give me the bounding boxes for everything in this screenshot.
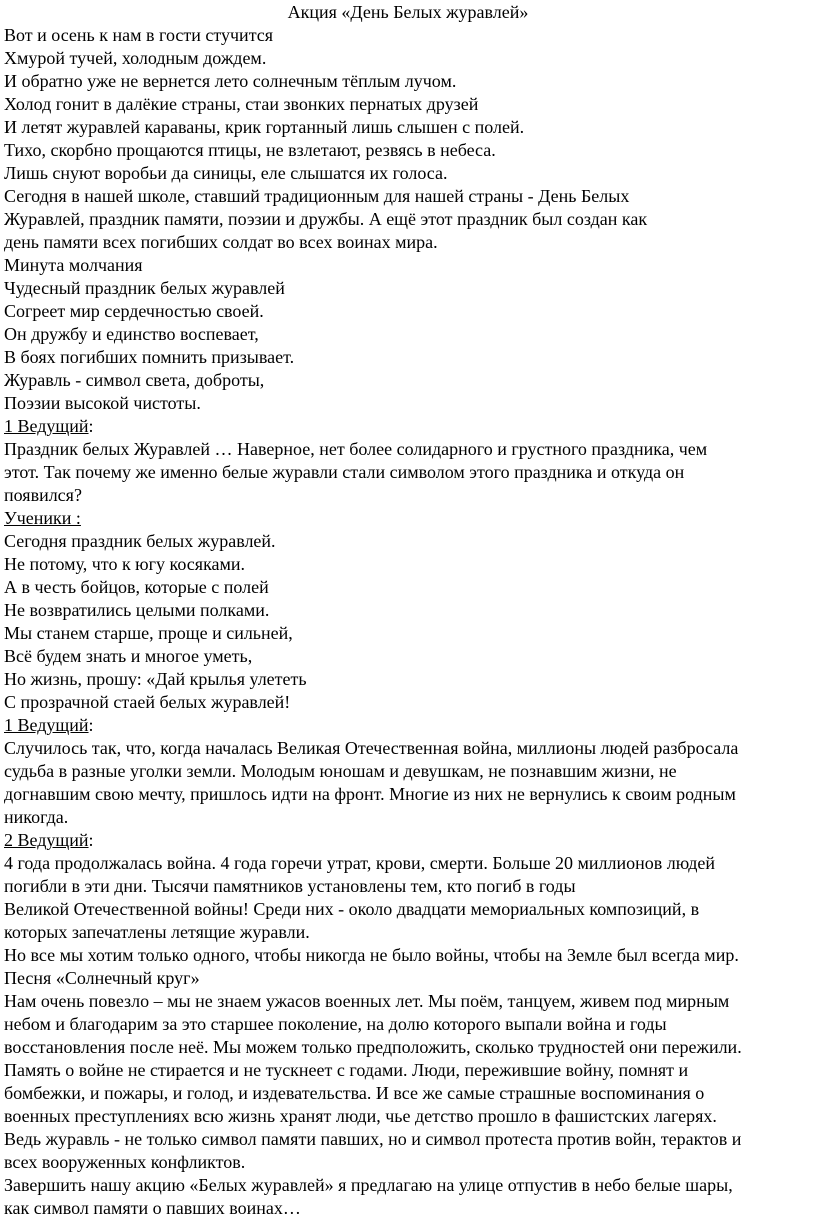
paragraph-line: этот. Так почему же именно белые журавли стали символом этого праздника и откуда он	[4, 462, 685, 482]
intro-paragraph-line: Журавлей, праздник памяти, поэзии и дружбы. А ещё этот праздник был создан как	[4, 209, 648, 229]
poem-line: Вот и осень к нам в гости стучится	[4, 25, 274, 45]
paragraph-line: догнавшим свою мечту, пришлось идти на фронт. Многие из них не вернулись к своим родным	[4, 784, 736, 804]
paragraph-line: Но все мы хотим только одного, чтобы никогда не было войны, чтобы на Земле был всегда мир.	[4, 945, 739, 965]
speaker-label: 1 Ведущий	[4, 715, 89, 735]
paragraph-line: 4 года продолжалась война. 4 года горечи утрат, крови, смерти. Больше 20 миллионов людей	[4, 853, 716, 873]
speaker-label: 2 Ведущий	[4, 830, 89, 850]
poem-line: Не возвратились целыми полками.	[4, 600, 270, 620]
poem-line: Не потому, что к югу косяками.	[4, 554, 246, 574]
paragraph-line: Завершить нашу акцию «Белых журавлей» я предлагаю на улице отпустив в небо белые шары,	[4, 1175, 733, 1195]
poem-line: Сегодня праздник белых журавлей.	[4, 531, 276, 551]
paragraph-line: никогда.	[4, 807, 69, 827]
poem-line: Хмурой тучей, холодным дождем.	[4, 48, 267, 68]
paragraph-line: Ведь журавль - не только символ памяти павших, но и символ протеста против войн, терактов и	[4, 1129, 742, 1149]
paragraph-line: как символ памяти о павших воинах…	[4, 1198, 301, 1218]
intro-paragraph-line: день памяти всех погибших солдат во всех воинах мира.	[4, 232, 438, 252]
poem-line: Он дружбу и единство воспевает,	[4, 324, 259, 344]
paragraph-line: которых запечатлены летящие журавли.	[4, 922, 310, 942]
poem-line: Лишь снуют воробьи да синицы, еле слышатся их голоса.	[4, 163, 448, 183]
paragraph-line: небом и благодарим за это старшее поколение, на долю которого выпали война и годы	[4, 1014, 667, 1034]
paragraph-line: Случилось так, что, когда началась Великая Отечественная война, миллионы людей разбросала	[4, 738, 739, 758]
paragraph-line: всех вооруженных конфликтов.	[4, 1152, 246, 1172]
paragraph-line: Великой Отечественной войны! Среди них - около двадцати мемориальных композиций, в	[4, 899, 700, 919]
poem-line: Но жизнь, прошу: «Дай крылья улететь	[4, 669, 307, 689]
poem-line: В боях погибших помнить призывает.	[4, 347, 295, 367]
speaker-heading	[4, 507, 816, 530]
poem-line: Всё будем знать и многое уметь,	[4, 646, 253, 666]
paragraph-line: военных преступлениях всю жизнь хранят люди, чье детство прошло в фашистских лагерях.	[4, 1106, 717, 1126]
speaker-heading: 1 Ведущий:	[4, 715, 94, 735]
paragraph-line: судьба в разные уголки земли. Молодым юношам и девушкам, не познавшим жизни, не	[4, 761, 677, 781]
poem-line: Согреет мир сердечностью своей.	[4, 301, 264, 321]
poem-line: Мы станем старше, проще и сильней,	[4, 623, 293, 643]
students-label: Ученики :	[4, 508, 81, 528]
intro-paragraph-line: Сегодня в нашей школе, ставший традиционным для нашей страны - День Белых	[4, 186, 630, 206]
minute-of-silence: Минута молчания	[4, 255, 143, 275]
speaker-label: 1 Ведущий	[4, 416, 89, 436]
speaker-heading: 2 Ведущий:	[4, 830, 94, 850]
paragraph-line: восстановления после неё. Мы можем только предположить, сколько трудностей они пережили.	[4, 1037, 742, 1057]
poem-line: Поэзии высокой чистоты.	[4, 393, 201, 413]
poem-line: С прозрачной стаей белых журавлей!	[4, 692, 291, 712]
poem-line: Тихо, скорбно прощаются птицы, не взлетают, резвясь в небеса.	[4, 140, 496, 160]
paragraph-line: бомбежки, и пожары, и голод, и издевательства. И все же самые страшные воспоминания о	[4, 1083, 705, 1103]
poem-line: Журавль - символ света, доброты,	[4, 370, 265, 390]
paragraph-line: появился?	[4, 485, 82, 505]
paragraph-line: Праздник белых Журавлей … Наверное, нет более солидарного и грустного праздника, чем	[4, 439, 708, 459]
paragraph-line: погибли в эти дни. Тысячи памятников установлены тем, кто погиб в годы	[4, 876, 576, 896]
poem-line: Чудесный праздник белых журавлей	[4, 278, 285, 298]
song-title: Песня «Солнечный круг»	[4, 968, 200, 988]
speaker-heading: 1 Ведущий:	[4, 416, 94, 436]
poem-line: И летят журавлей караваны, крик гортанный лишь слышен с полей.	[4, 117, 525, 137]
paragraph-line: Память о войне не стирается и не тускнеет с годами. Люди, пережившие войну, помнят и	[4, 1060, 689, 1080]
paragraph-line: Нам очень повезло – мы не знаем ужасов военных лет. Мы поём, танцуем, живем под мирным	[4, 991, 730, 1011]
poem-line: И обратно уже не вернется лето солнечным тёплым лучом.	[4, 71, 457, 91]
poem-line: Холод гонит в далёкие страны, стаи звонких пернатых друзей	[4, 94, 479, 114]
poem-line: А в честь бойцов, которые с полей	[4, 577, 269, 597]
document-title: Акция «День Белых журавлей»	[287, 2, 529, 22]
